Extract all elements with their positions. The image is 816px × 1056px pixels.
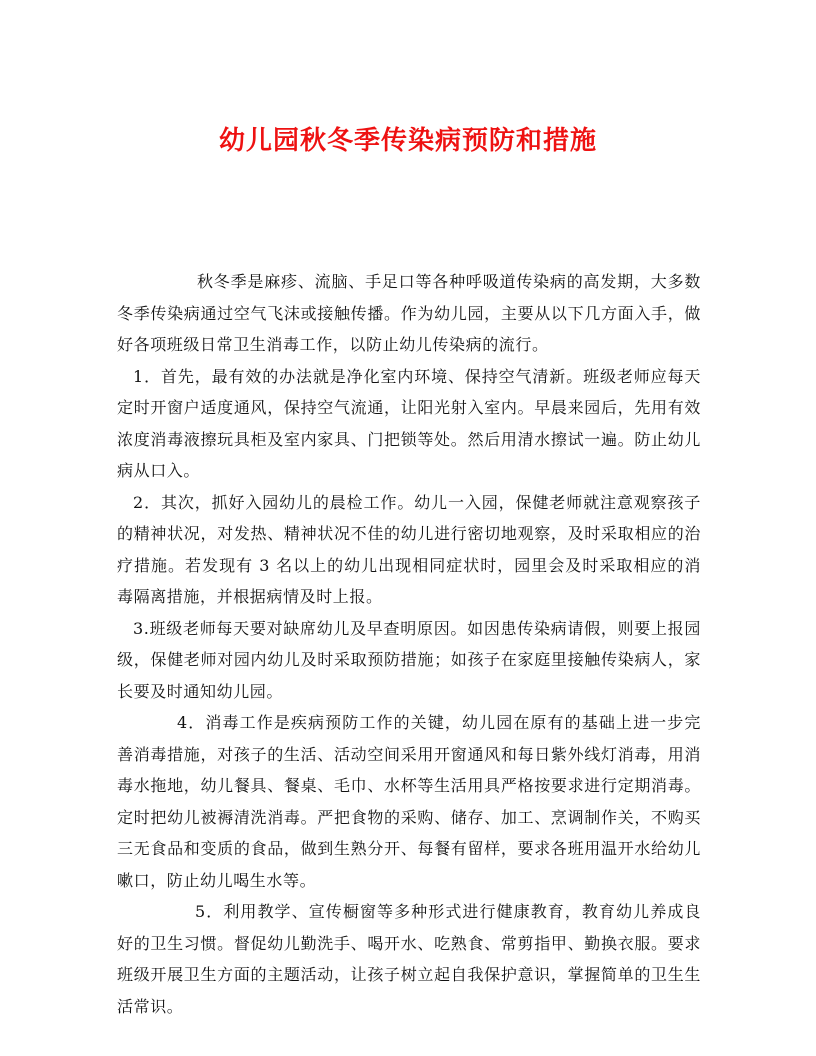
paragraph-3: 3.班级老师每天要对缺席幼儿及早查明原因。如因患传染病请假，则要上报园级，保健老师对园内幼儿及时采取预防措施；如孩子在家庭里接触传染病人，家长要及时通知幼儿园。 — [117, 618, 701, 701]
paragraph-2: 2．其次，抓好入园幼儿的晨检工作。幼儿一入园，保健老师就注意观察孩子的精神状况，对发热、精神状况不佳的幼儿进行密切地观察，及时采取相应的治疗措施。若发现有 3 名以上的幼儿出现相同症状时，园里会及时采取相应的消毒隔离措施，并根据病情及时上报。 — [117, 492, 701, 606]
document-body — [117, 266, 701, 1022]
paragraph-5: 5．利用教学、宣传橱窗等多种形式进行健康教育，教育幼儿养成良好的卫生习惯。督促幼儿勤洗手、喝开水、吃熟食、常剪指甲、勤换衣服。要求班级开展卫生方面的主题活动，让孩子树立起自我保护意识，掌握简单的卫生生活常识。 — [117, 902, 701, 1016]
intro-paragraph: 秋冬季是麻疹、流脑、手足口等各种呼吸道传染病的高发期，大多数冬季传染病通过空气飞沫或接触传播。作为幼儿园，主要从以下几方面入手，做好各项班级日常卫生消毒工作，以防止幼儿传染病的流行。 — [117, 272, 701, 354]
paragraph-4: 4．消毒工作是疾病预防工作的关键，幼儿园在原有的基础上进一步完善消毒措施，对孩子的生活、活动空间采用开窗通风和每日紫外线灯消毒，用消毒水拖地，幼儿餐具、餐桌、毛巾、水杯等生活用具严格按要求进行定期消毒。定时把幼儿被褥清洗消毒。严把食物的采购、储存、加工、烹调制作关，不购买三无食品和变质的食品，做到生熟分开、每餐有留样，要求各班用温开水给幼儿嗽口，防止幼儿喝生水等。 — [117, 713, 701, 890]
document-title: 幼儿园秋冬季传染病预防和措施 — [218, 126, 597, 157]
paragraph-1: 1．首先，最有效的办法就是净化室内环境、保持空气清新。班级老师应每天定时开窗户适度通风，保持空气流通，让阳光射入室内。早晨来园后，先用有效浓度消毒液擦玩具柜及室内家具、门把锁等处。然后用清水擦试一遍。防止幼儿病从口入。 — [117, 366, 701, 480]
